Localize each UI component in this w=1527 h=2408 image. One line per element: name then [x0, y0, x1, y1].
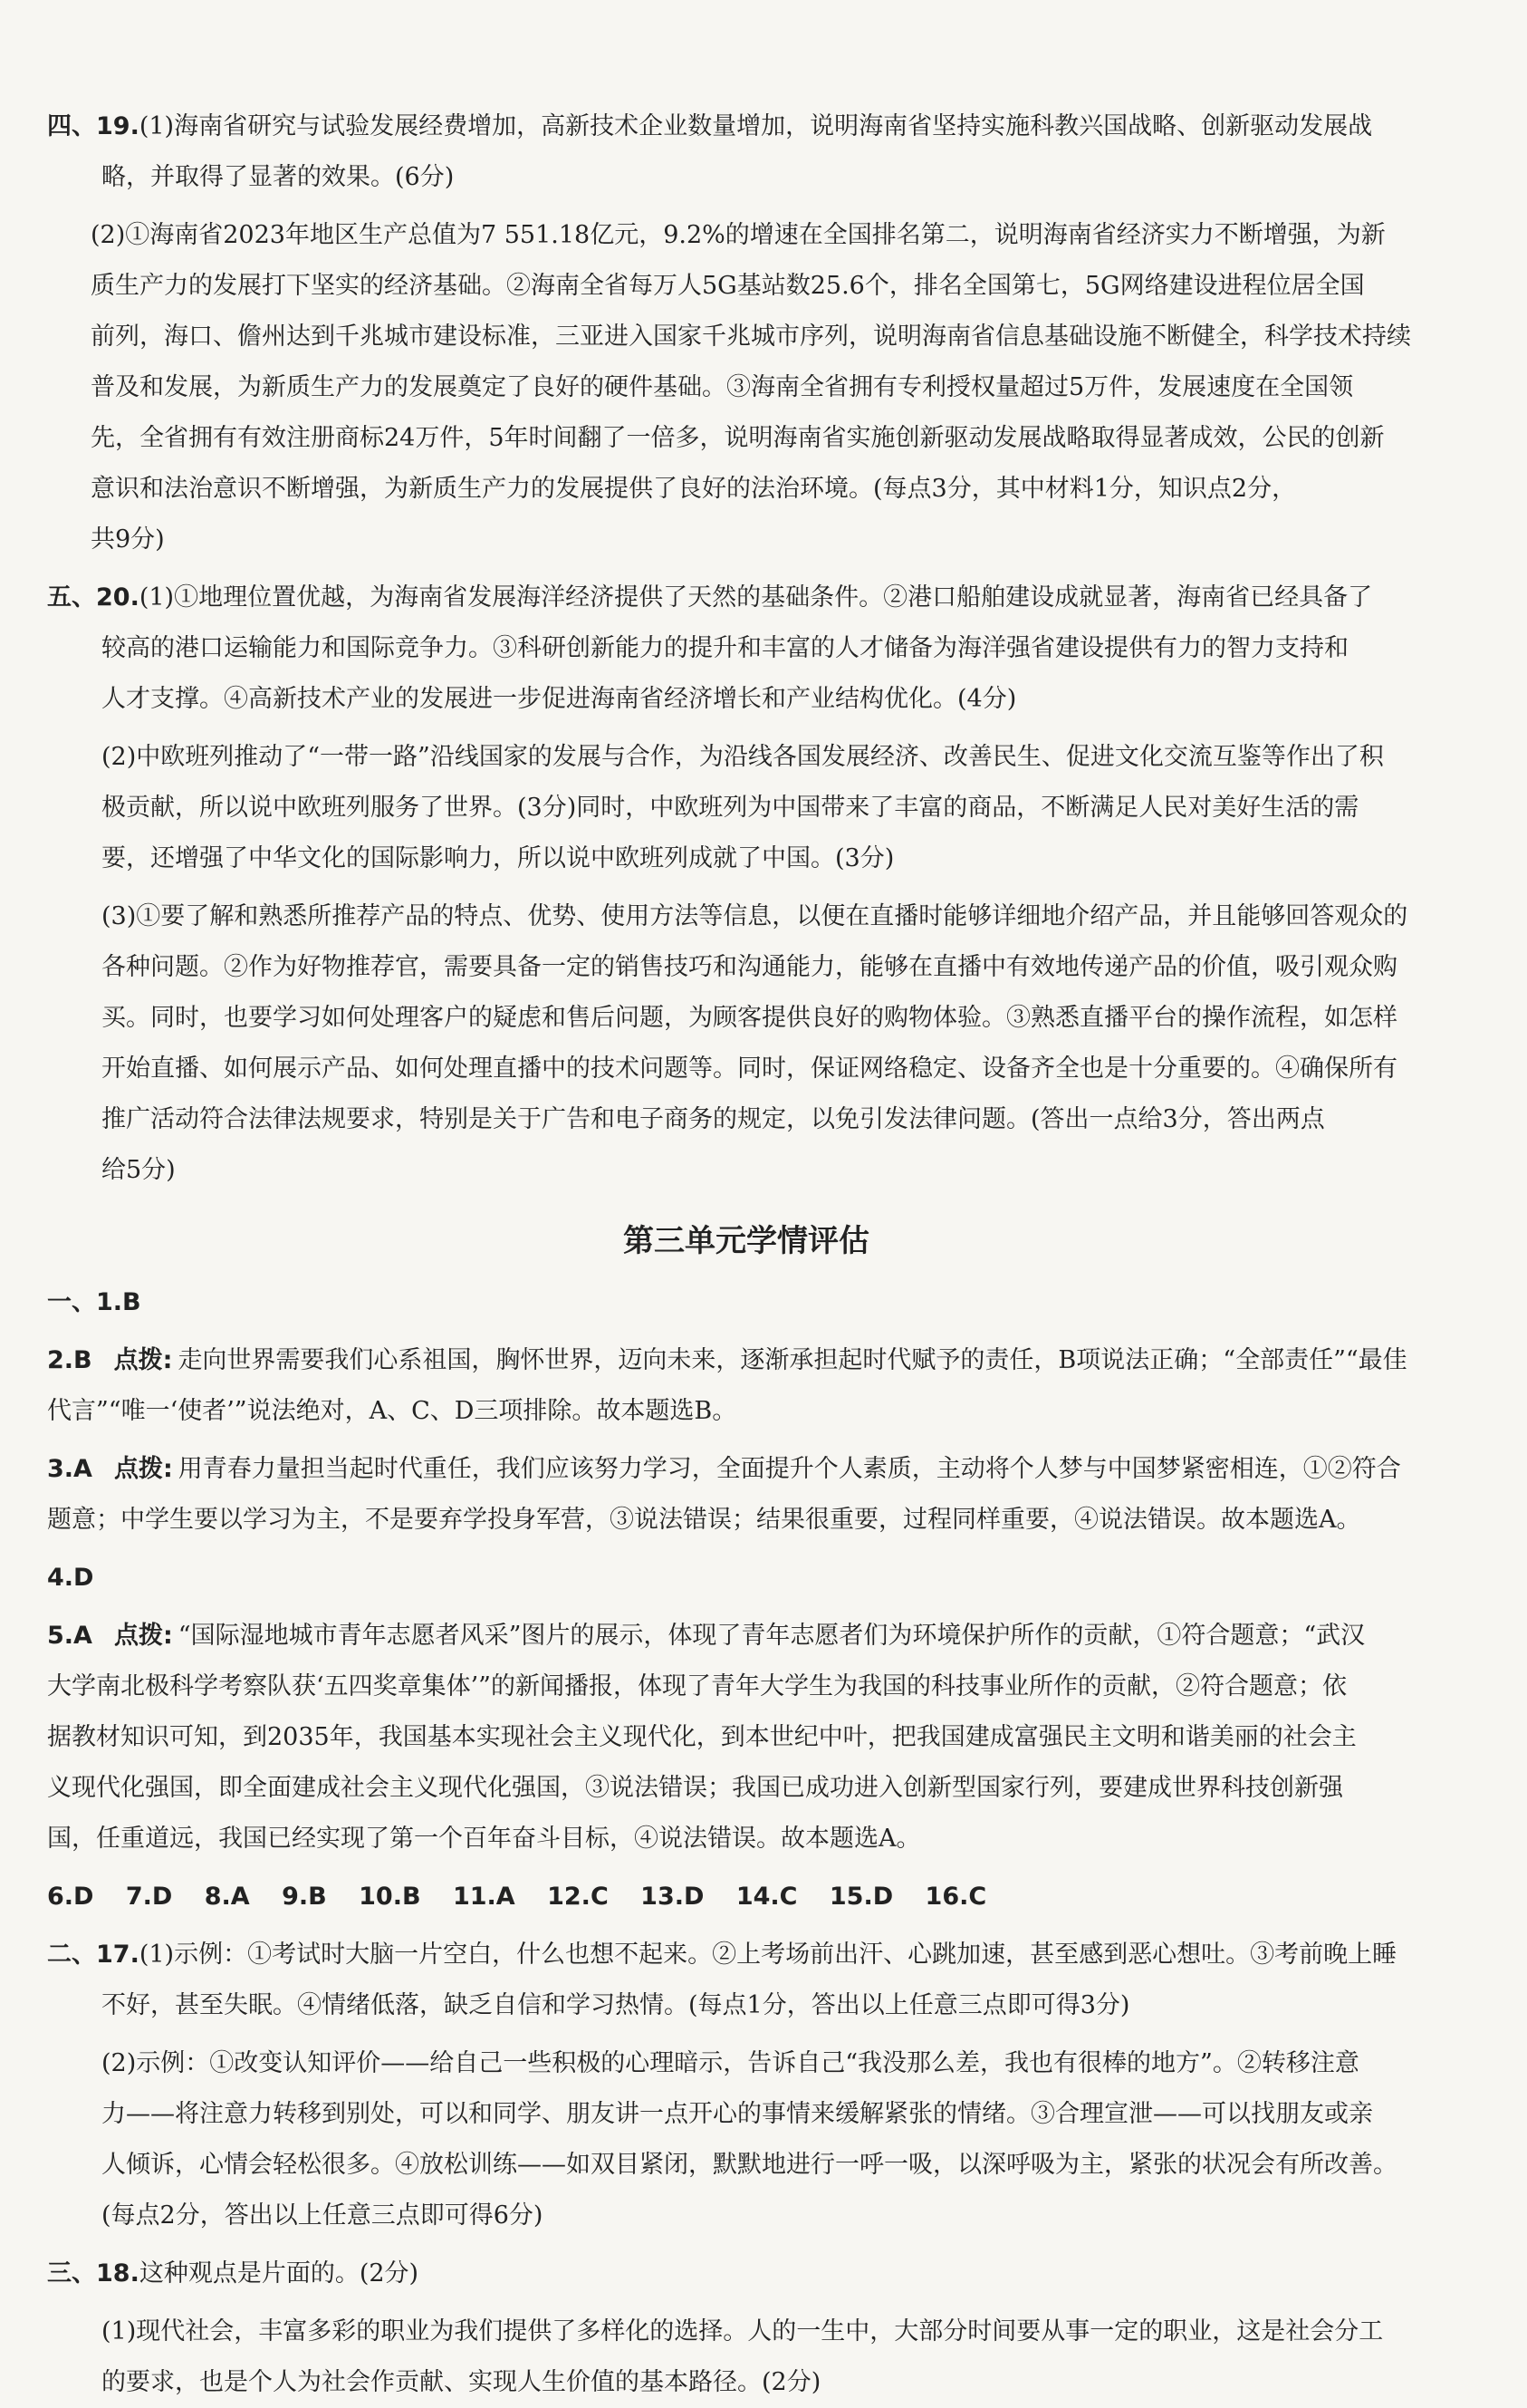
answer-8: 8.A — [204, 1883, 250, 1911]
q18-part1 — [47, 2307, 1445, 2408]
answer-13: 13.D — [640, 1883, 705, 1911]
q5-line-5: 国，任重道远，我国已经实现了第一个百年奋斗目标，④说法错误。故本题选A。 — [47, 1825, 921, 1853]
q5-line-4: 义现代化强国，即全面建成社会主义现代化强国，③说法错误；我国已成功进入创新型国家行列，要建成世界科技创新强 — [47, 1774, 1343, 1802]
answer-16: 16.C — [925, 1883, 987, 1911]
answer-9: 9.B — [282, 1883, 327, 1911]
q18-head — [47, 2249, 1445, 2299]
q20-p3-line-1: (3)①要了解和熟悉所推荐产品的特点、优势、使用方法等信息，以便在直播时能够详细地介绍产品，并且能够回答观众的 — [101, 902, 1408, 930]
answer-10: 10.B — [359, 1883, 421, 1911]
q20-p2-line-1: (2)中欧班列推动了“一带一路”沿线国家的发展与合作，为沿线各国发展经济、改善民生、促进文化交流互鉴等作出了积 — [101, 743, 1384, 771]
q3-line-1: 用青春力量担当起时代重任，我们应该努力学习，全面提升个人素质，主动将个人梦与中国梦紧密相连，①②符合 — [178, 1455, 1401, 1483]
q18-head-text: 这种观点是片面的。(2分) — [139, 2259, 419, 2288]
q5-number: 5.A — [47, 1622, 92, 1650]
q17-p2-line-1: (2)示例：①改变认知评价——给自己一些积极的心理暗示，告诉自己“我没那么差，我也有很棒的地方”。②转移注意 — [101, 2049, 1359, 2077]
q2-line-2: 代言”“唯一‘使者’”说法绝对，A、C、D三项排除。故本题选B。 — [47, 1397, 737, 1425]
q2-tip-label: 点拨: — [113, 1346, 173, 1374]
q20-number: 五、20. — [47, 583, 139, 612]
q19-p2-line-2: 质生产力的发展打下坚实的经济基础。②海南全省每万人5G基站数25.6个，排名全国第七，5G网络建设进程位居全国 — [91, 272, 1365, 300]
q5-tip-label: 点拨: — [113, 1622, 173, 1650]
q20-part2 — [47, 732, 1445, 884]
q19-p1-line-1: (1)海南省研究与试验发展经费增加，高新技术企业数量增加，说明海南省坚持实施科教兴国战略、创新驱动发展战 — [139, 112, 1373, 140]
q20-p1-line-1: (1)①地理位置优越，为海南省发展海洋经济提供了天然的基础条件。②港口船舶建设成就显著，海南省已经具备了 — [139, 583, 1373, 612]
q5-answer — [47, 1611, 1445, 1864]
q19-p2-line-5: 先，全省拥有有效注册商标24万件，5年时间翻了一倍多，说明海南省实施创新驱动发展战略取得显著成效，公民的创新 — [91, 424, 1385, 452]
q18-number: 三、18. — [47, 2259, 139, 2288]
q20-p2-line-2: 极贡献，所以说中欧班列服务了世界。(3分)同时，中欧班列为中国带来了丰富的商品，不断满足人民对美好生活的需 — [101, 794, 1359, 822]
q19-number: 四、19. — [47, 112, 139, 140]
q20-p3-line-3: 买。同时，也要学习如何处理客户的疑虑和售后问题，为顾客提供良好的购物体验。③熟悉直播平台的操作流程，如怎样 — [101, 1004, 1397, 1032]
q17-number: 二、17. — [47, 1941, 139, 1969]
answer-12: 12.C — [547, 1883, 609, 1911]
q20-part1 — [47, 573, 1445, 725]
q19-p2-line-7: 共9分) — [91, 525, 165, 554]
unit3-title: 第三单元学情评估 — [623, 1223, 869, 1259]
q17-part1 — [47, 1930, 1445, 2031]
q3-tip-label: 点拨: — [113, 1455, 173, 1483]
q19-part2 — [47, 210, 1445, 565]
q3-answer — [47, 1444, 1445, 1546]
q5-line-2: 大学南北极科学考察队获‘五四奖章集体’”的新闻播报，体现了青年大学生为我国的科技事业所作的贡献，②符合题意；依 — [47, 1672, 1347, 1700]
answer-6: 6.D — [47, 1883, 94, 1911]
q19-p2-line-6: 意识和法治意识不断增强，为新质生产力的发展提供了良好的法治环境。(每点3分，其中材料1分，知识点2分， — [91, 475, 1297, 503]
q17-p1-line-2: 不好，甚至失眠。④情绪低落，缺乏自信和学习热情。(每点1分，答出以上任意三点即可得3分) — [101, 1991, 1130, 2019]
q4-text: 4.D — [47, 1564, 94, 1592]
q20-p3-line-2: 各种问题。②作为好物推荐官，需要具备一定的销售技巧和沟通能力，能够在直播中有效地传递产品的价值，吸引观众购 — [101, 953, 1397, 981]
q4-answer — [47, 1553, 1445, 1604]
answer-7: 7.D — [125, 1883, 173, 1911]
q17-part2 — [47, 2038, 1445, 2241]
q2-answer — [47, 1335, 1445, 1437]
q5-line-3: 据教材知识可知，到2035年，我国基本实现社会主义现代化，到本世纪中叶，把我国建成富强民主文明和谐美丽的社会主 — [47, 1723, 1357, 1751]
q17-p2-line-3: 人倾诉，心情会轻松很多。④放松训练——如双目紧闭，默默地进行一呼一吸，以深呼吸为主，紧张的状况会有所改善。 — [101, 2151, 1397, 2179]
q17-p2-line-4: (每点2分，答出以上任意三点即可得6分) — [101, 2201, 543, 2230]
q20-p3-line-6: 给5分) — [101, 1156, 176, 1184]
q20-p1-line-3: 人才支撑。④高新技术产业的发展进一步促进海南省经济增长和产业结构优化。(4分) — [101, 685, 1017, 713]
q20-p2-line-3: 要，还增强了中华文化的国际影响力，所以说中欧班列成就了中国。(3分) — [101, 844, 895, 872]
answer-15: 15.D — [829, 1883, 894, 1911]
answer-14: 14.C — [735, 1883, 798, 1911]
q18-p1-line-2: 的要求，也是个人为社会作贡献、实现人生价值的基本路径。(2分) — [101, 2368, 821, 2396]
q17-p2-line-2: 力——将注意力转移到别处，可以和同学、朋友讲一点开心的事情来缓解紧张的情绪。③合理宣泄——可以找朋友或亲 — [101, 2100, 1373, 2128]
q18-p1-line-1: (1)现代社会，丰富多彩的职业为我们提供了多样化的选择。人的一生中，大部分时间要从事一定的职业，这是社会分工 — [101, 2317, 1384, 2345]
q2-line-1: 走向世界需要我们心系祖国，胸怀世界，迈向未来，逐渐承担起时代赋予的责任，B项说法正确；“全部责任”“最佳 — [178, 1346, 1407, 1374]
q20-p3-line-4: 开始直播、如何展示产品、如何处理直播中的技术问题等。同时，保证网络稳定、设备齐全也是十分重要的。④确保所有 — [101, 1055, 1397, 1083]
q2-number: 2.B — [47, 1346, 92, 1374]
q19-p2-line-4: 普及和发展，为新质生产力的发展奠定了良好的硬件基础。③海南全省拥有专利授权量超过5万件，发展速度在全国领 — [91, 373, 1354, 401]
q5-line-1: “国际湿地城市青年志愿者风采”图片的展示，体现了青年志愿者们为环境保护所作的贡献，①符合题意；“武汉 — [178, 1622, 1366, 1650]
q1-text: 一、1.B — [47, 1288, 141, 1316]
q17-p1-line-1: (1)示例：①考试时大脑一片空白，什么也想不起来。②上考场前出汗、心跳加速，甚至感到恶心想吐。③考前晚上睡 — [139, 1941, 1397, 1969]
q20-p3-line-5: 推广活动符合法律法规要求，特别是关于广告和电子商务的规定，以免引发法律问题。(答出一点给3分，答出两点 — [101, 1105, 1325, 1133]
q19-part1 — [47, 101, 1445, 203]
q19-p1-line-2: 略，并取得了显著的效果。(6分) — [101, 163, 455, 191]
q20-part3 — [47, 891, 1445, 1196]
q3-line-2: 题意；中学生要以学习为主，不是要弃学投身军营，③说法错误；结果很重要，过程同样重要，④说法错误。故本题选A。 — [47, 1506, 1361, 1534]
q1-answer — [47, 1277, 1445, 1328]
q19-p2-line-1: (2)①海南省2023年地区生产总值为7 551.18亿元，9.2%的增速在全国排名第二，说明海南省经济实力不断增强，为新 — [91, 221, 1386, 249]
q20-p1-line-2: 较高的港口运输能力和国际竞争力。③科研创新能力的提升和丰富的人才储备为海洋强省建设提供有力的智力支持和 — [101, 634, 1349, 662]
answer-11: 11.A — [452, 1883, 515, 1911]
q3-number: 3.A — [47, 1455, 92, 1483]
q19-p2-line-3: 前列，海口、儋州达到千兆城市建设标准，三亚进入国家千兆城市序列，说明海南省信息基础设施不断健全，科学技术持续 — [91, 323, 1411, 351]
answers-6-16 — [47, 1872, 1445, 1922]
